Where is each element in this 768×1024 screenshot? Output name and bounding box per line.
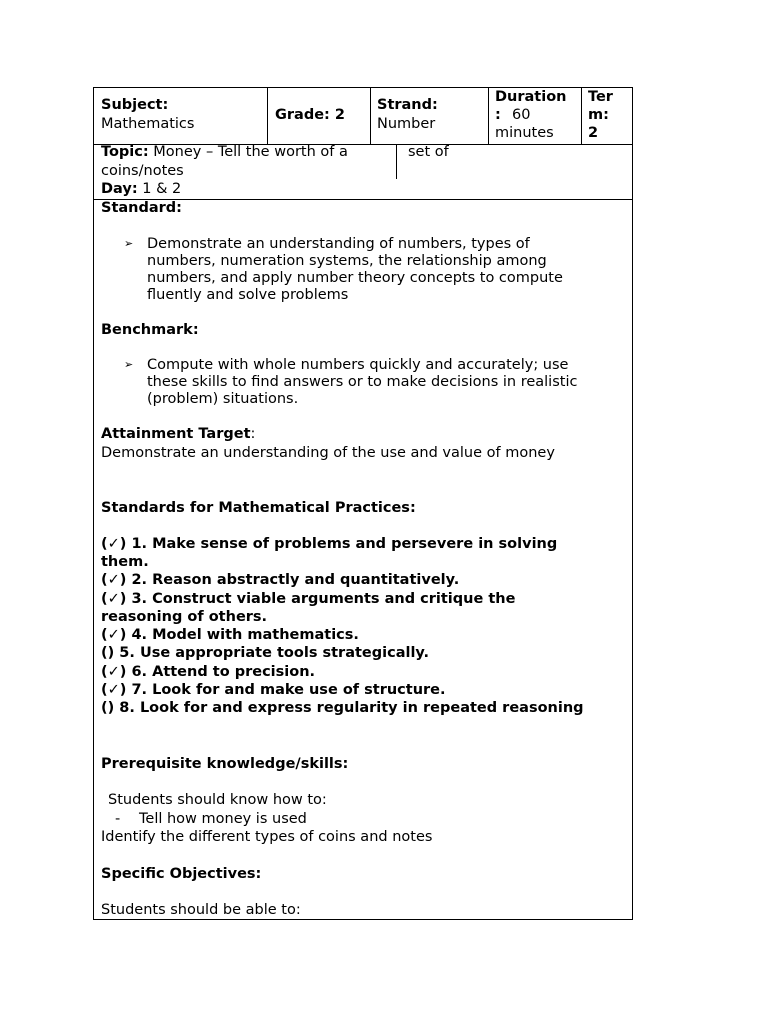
benchmark-line: (problem) situations. [147, 391, 299, 407]
strand-value: Number [377, 116, 436, 132]
strand-label: Strand: [377, 97, 438, 113]
objectives-intro: Students should be able to: [101, 902, 301, 918]
prerequisite-extra: Identify the different types of coins and notes [101, 829, 433, 845]
col-divider-subject [267, 87, 268, 144]
practice-line: (✓) 2. Reason abstractly and quantitatively. [101, 572, 460, 588]
col-divider-duration [581, 87, 582, 144]
practice-line: () 5. Use appropriate tools strategically. [101, 645, 430, 661]
col-divider-strand [488, 87, 489, 144]
duration-unit: minutes [495, 125, 554, 141]
practice-line: them. [101, 554, 149, 570]
topic-label: Topic: [101, 144, 149, 160]
col-divider-grade [370, 87, 371, 144]
day-value: 1 & 2 [142, 181, 182, 197]
practice-line: (✓) 7. Look for and make use of structure. [101, 682, 446, 698]
practice-line: (✓) 4. Model with mathematics. [101, 627, 359, 643]
prerequisite-item: Tell how money is used [139, 811, 307, 827]
duration-value: 60 [512, 107, 531, 123]
term-label-part2: m: [588, 107, 609, 123]
duration-label: Duration [495, 89, 567, 105]
standard-line: Demonstrate an understanding of numbers, types of [147, 236, 530, 252]
arrow-bullet-icon: ➢ [124, 358, 134, 371]
arrow-bullet-icon: ➢ [124, 237, 134, 250]
term-label-part1: Ter [588, 89, 613, 105]
duration-colon: : [495, 107, 501, 123]
benchmark-line: Compute with whole numbers quickly and accurately; use [147, 357, 569, 373]
standard-heading: Standard: [101, 200, 182, 216]
term-value: 2 [588, 125, 599, 141]
prerequisite-heading: Prerequisite knowledge/skills: [101, 756, 349, 772]
subject-label: Subject: [101, 97, 169, 113]
objectives-heading: Specific Objectives: [101, 866, 262, 882]
practice-line: (✓) 6. Attend to precision. [101, 664, 316, 680]
practice-line: reasoning of others. [101, 609, 268, 625]
topic-text-right: set of [408, 144, 449, 160]
benchmark-line: these skills to find answers or to make decisions in realistic [147, 374, 578, 390]
topic-text-line2: coins/notes [101, 163, 184, 179]
topic-line [101, 143, 348, 161]
prerequisite-intro: Students should know how to: [108, 792, 327, 808]
practice-line: (✓) 3. Construct viable arguments and critique the [101, 591, 516, 607]
attainment-colon: : [250, 426, 256, 442]
attainment-text: Demonstrate an understanding of the use and value of money [101, 445, 555, 461]
grade-label: Grade: 2 [275, 107, 345, 123]
practice-line: () 8. Look for and express regularity in repeated reasoning [101, 700, 584, 716]
practices-heading: Standards for Mathematical Practices: [101, 500, 416, 516]
day-label: Day: [101, 181, 138, 197]
attainment-heading: Attainment Target [101, 426, 251, 442]
subject-value: Mathematics [101, 116, 195, 132]
standard-line: numbers, and apply number theory concepts to compute [147, 270, 563, 286]
standard-line: numbers, numeration systems, the relationship among [147, 253, 547, 269]
topic-inner-divider [396, 144, 397, 179]
topic-text: Money – Tell the worth of a [153, 144, 348, 160]
day-line [101, 180, 181, 198]
benchmark-heading: Benchmark: [101, 322, 199, 338]
dash-bullet: - [115, 811, 121, 827]
attainment-heading-line [101, 425, 255, 443]
standard-line: fluently and solve problems [147, 287, 349, 303]
practice-line: (✓) 1. Make sense of problems and persevere in solving [101, 536, 558, 552]
